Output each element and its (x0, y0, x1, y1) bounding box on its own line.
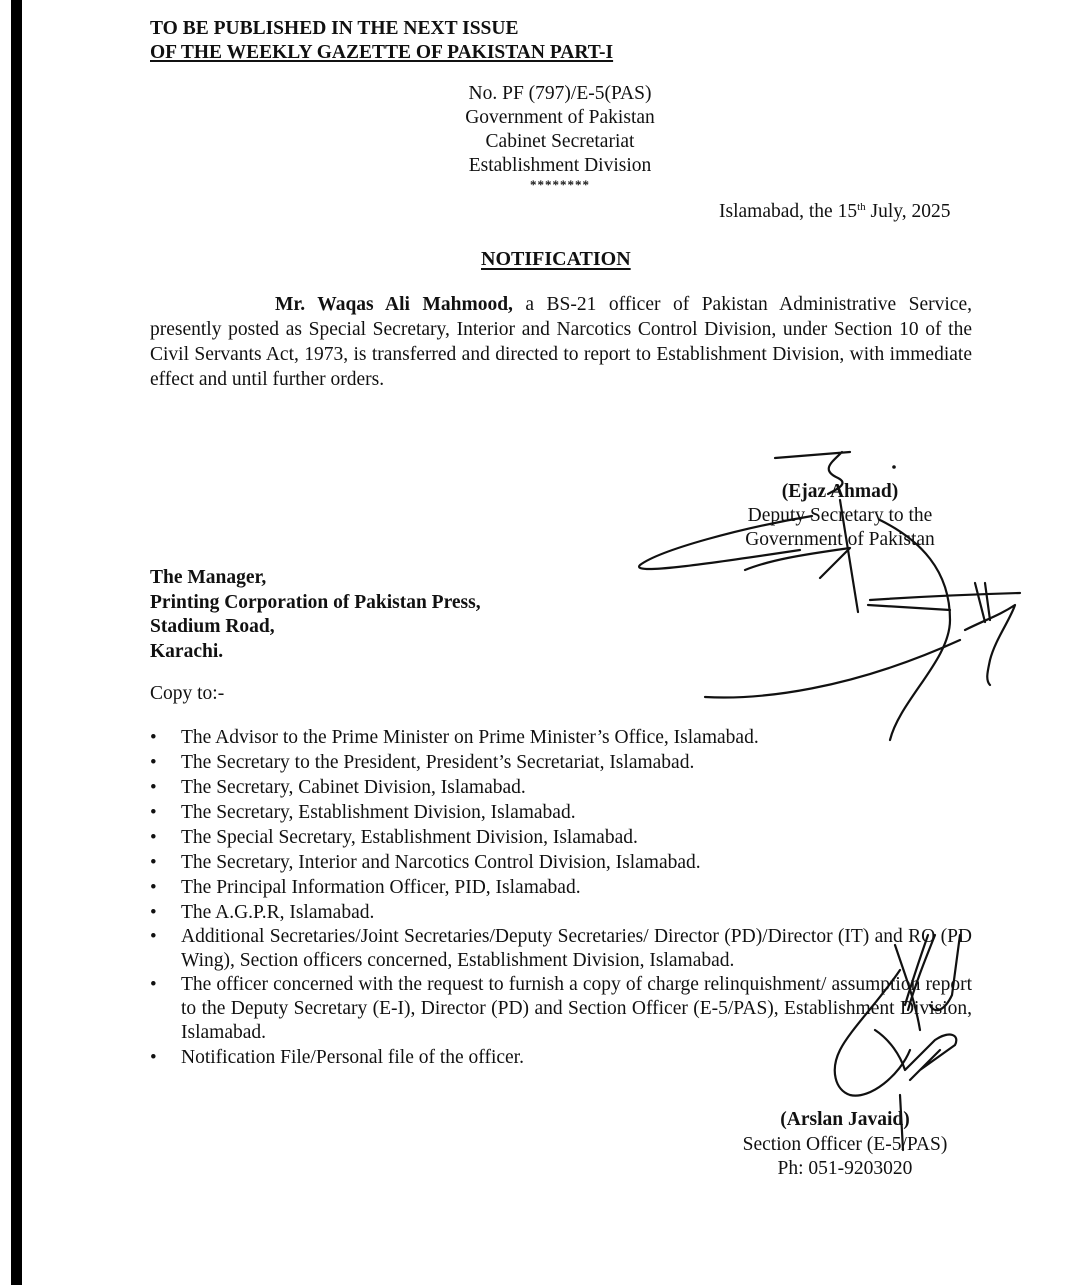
division-name: Establishment Division (468, 155, 652, 176)
signatory-2-phone: Ph: 051-9203020 (777, 1158, 913, 1179)
copy-to-list (150, 725, 972, 1070)
list-item: • The Principal Information Officer, PID, Islamabad. (150, 875, 972, 900)
signatory-2-designation: Section Officer (E-5/PAS) (742, 1133, 948, 1155)
notification-date (719, 201, 951, 223)
date-ordinal-suffix: th (857, 201, 866, 213)
signatory-1-designation-line1: Deputy Secretary to the (747, 505, 933, 526)
list-item: • Additional Secretaries/Joint Secretaries/Deputy Secretaries/ Director (PD)/Director (IT) and RO (PD Wing), Section officers concerned, Establishment Division, Islamabad. (150, 925, 972, 973)
addressee-block (150, 566, 481, 664)
list-item: • The Advisor to the Prime Minister on Prime Minister’s Office, Islamabad. (150, 725, 972, 750)
date-prefix: Islamabad, the 15 (719, 201, 858, 222)
signature-block-section-officer (725, 1108, 965, 1182)
signature-block-deputy-secretary (720, 480, 960, 552)
notification-body-text: a BS-21 officer of Pakistan Administrative Service, presently posted as Special Secretary, Interior and Narcotics Control Division, under Section 10 of the Civil Servants Act, 1973, is transferred and directed to report to Establishment Division, with immediate effect and until further orders. (150, 294, 972, 390)
notification-body (150, 292, 972, 392)
secretariat-name: Cabinet Secretariat (485, 131, 635, 152)
scan-edge-shadow (11, 0, 22, 1285)
list-item: • The Special Secretary, Establishment Division, Islamabad. (150, 825, 972, 850)
publication-header-line2: OF THE WEEKLY GAZETTE OF PAKISTAN PART-I (150, 42, 614, 63)
copy-to-label: Copy to:- (150, 683, 225, 704)
list-item: • The Secretary, Interior and Narcotics Control Division, Islamabad. (150, 850, 972, 875)
date-rest: July, 2025 (865, 201, 951, 222)
addressee-line3: Stadium Road, (150, 616, 275, 637)
notification-title: NOTIFICATION (481, 248, 631, 270)
list-item: • Notification File/Personal file of the officer. (150, 1045, 972, 1070)
list-item: • The officer concerned with the request to furnish a copy of charge relinquishment/ assumption report to the Deputy Secretary (E-I), Director (PD) and Section Officer (E-5/PAS), Establishment Division, Islamabad. (150, 973, 972, 1045)
separator-stars: ******** (530, 177, 590, 192)
reference-number: No. PF (797)/E-5(PAS) (468, 83, 652, 104)
publication-header-line1: TO BE PUBLISHED IN THE NEXT ISSUE (150, 18, 519, 39)
list-item: • The Secretary, Establishment Division, Islamabad. (150, 800, 972, 825)
signatory-2-name: (Arslan Javaid) (780, 1109, 910, 1130)
officer-name: Mr. Waqas Ali Mahmood, (275, 294, 513, 315)
reference-block (440, 82, 680, 192)
list-item: • The A.G.P.R, Islamabad. (150, 900, 972, 925)
list-item: • The Secretary, Cabinet Division, Islamabad. (150, 775, 972, 800)
list-item: • The Secretary to the President, President’s Secretariat, Islamabad. (150, 750, 972, 775)
addressee-line4: Karachi. (150, 640, 224, 662)
signatory-1-name: (Ejaz Ahmad) (781, 481, 899, 502)
signatory-1-designation-line2: Government of Pakistan (745, 529, 935, 550)
addressee-line2: Printing Corporation of Pakistan Press, (150, 591, 481, 613)
addressee-line1: The Manager, (150, 567, 267, 588)
publication-header (150, 17, 613, 65)
government-name: Government of Pakistan (465, 107, 655, 128)
